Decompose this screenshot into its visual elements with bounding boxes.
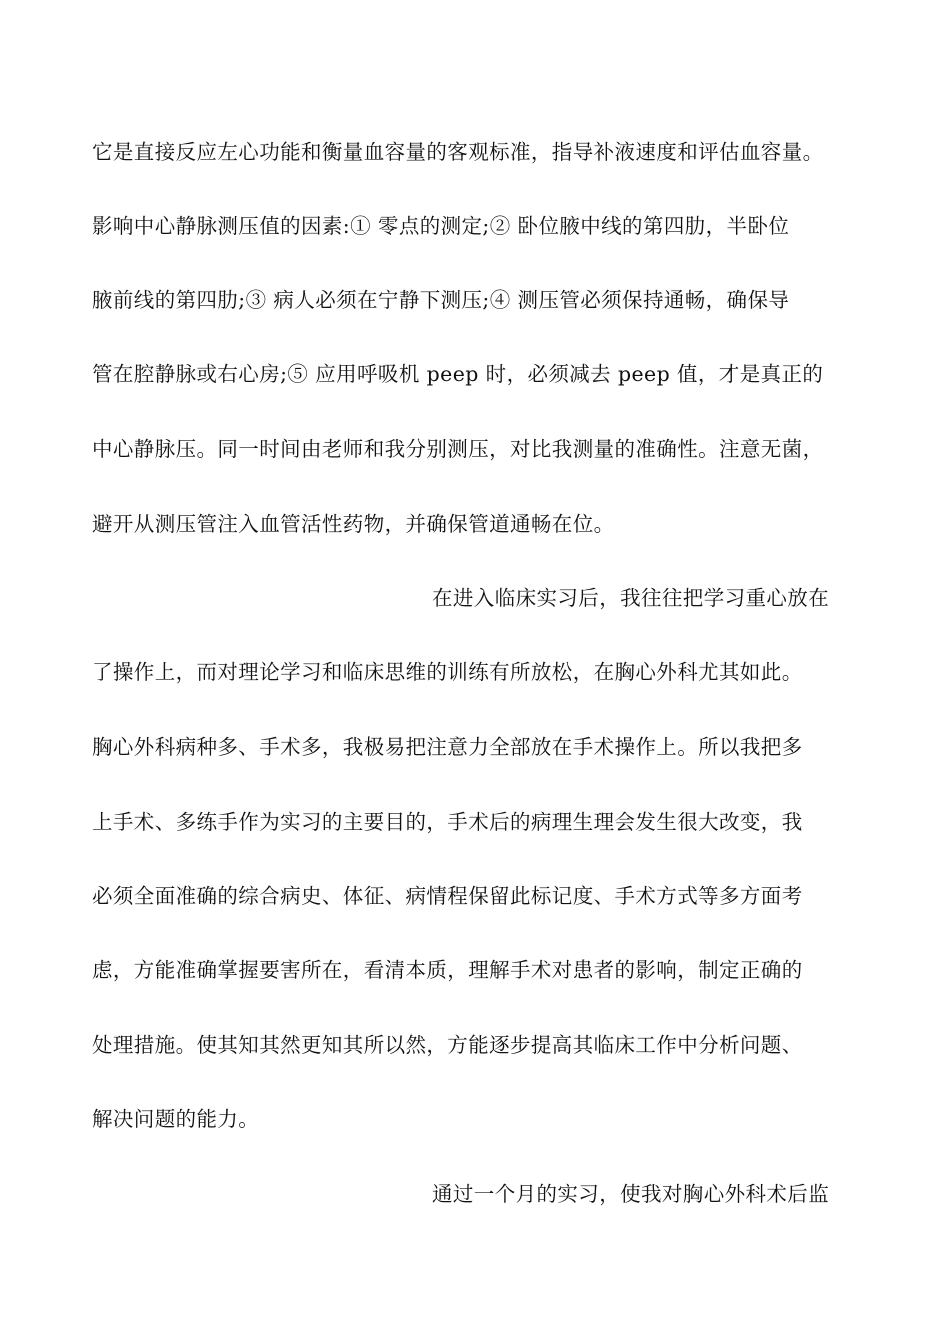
- text-line: 处理措施。使其知其然更知其所以然，方能逐步提高其临床工作中分析问题、: [92, 1033, 803, 1057]
- text-line: 管在腔静脉或右心房;⑤ 应用呼吸机 peep 时，必须减去 peep 值，才是真正的: [92, 362, 824, 386]
- text-line: 解决问题的能力。: [92, 1107, 260, 1131]
- paragraph-first-line: 在进入临床实习后，我往往把学习重心放在: [432, 586, 830, 610]
- text-line: 中心静脉压。同一时间由老师和我分别测压，对比我测量的准确性。注意无菌，: [92, 437, 824, 461]
- text-line: 它是直接反应左心功能和衡量血容量的客观标准，指导补液速度和评估血容量。: [92, 140, 824, 164]
- text-line: 腋前线的第四肋;③ 病人必须在宁静下测压;④ 测压管必须保持通畅，确保导: [92, 288, 790, 312]
- text-line: 了操作上，而对理论学习和临床思维的训练有所放松，在胸心外科尤其如此。: [92, 660, 803, 684]
- text-line: 影响中心静脉测压值的因素:① 零点的测定;② 卧位腋中线的第四肋，半卧位: [92, 214, 790, 238]
- text-line: 胸心外科病种多、手术多，我极易把注意力全部放在手术操作上。所以我把多: [92, 735, 803, 759]
- paragraph-first-line: 通过一个月的实习，使我对胸心外科术后监: [432, 1182, 830, 1206]
- text-line: 虑，方能准确掌握要害所在，看清本质，理解手术对患者的影响，制定正确的: [92, 958, 803, 982]
- text-line: 必须全面准确的综合病史、体征、病情程保留此标记度、手术方式等多方面考: [92, 884, 803, 908]
- text-line: 上手术、多练手作为实习的主要目的，手术后的病理生理会发生很大改变，我: [92, 810, 803, 834]
- text-line: 避开从测压管注入血管活性药物，并确保管道通畅在位。: [92, 512, 615, 536]
